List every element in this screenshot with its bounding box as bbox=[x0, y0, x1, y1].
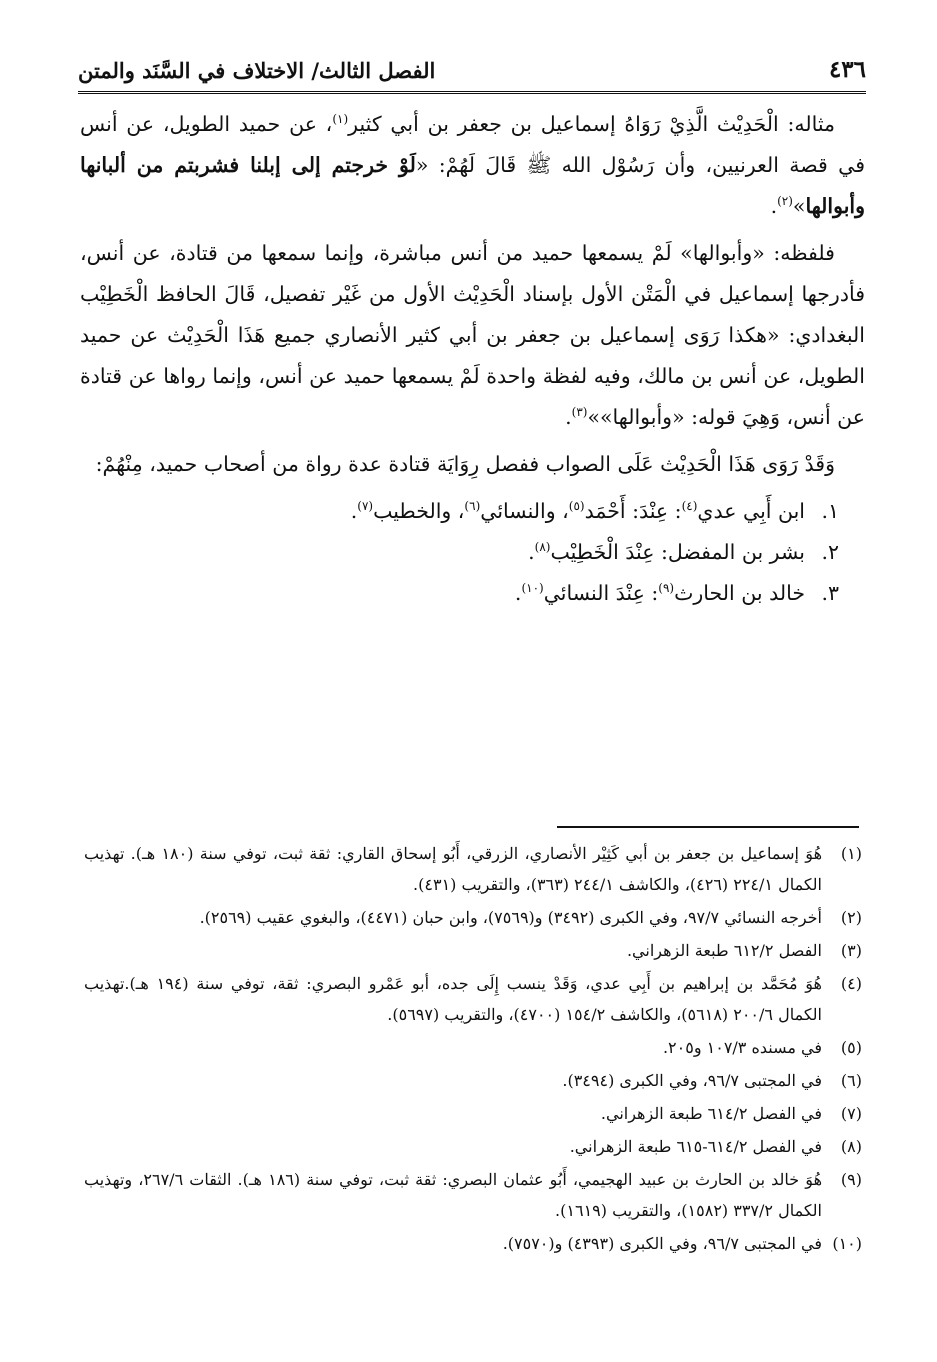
narrators-list bbox=[80, 491, 865, 614]
footnote-text: الفصل ٦١٢/٢ طبعة الزهراني. bbox=[626, 941, 822, 960]
hadith-quote: لَوْ خرجتم إلى إبلنا فشربتم من ألبانها وأبوالها bbox=[80, 153, 865, 218]
text-span: ، عن حميد الطويل، عن أنس في قصة العرنيين، وأن رَسُوْل الله ﷺ قَالَ لَهُمْ: « bbox=[80, 112, 866, 177]
text-span: : عِنْدَ النسائي bbox=[543, 581, 659, 605]
footnote-text: هُوَ مُحَمَّد بن إبراهيم بن أَبِي عدي، وَقَدْ ينسب إِلَى جده، أبو عَمْرو البصري: ثقة، توفي سنة (١٩٤ هـ).تهذيب الكمال ٢٠٠/٦ (٥٦١٨)، والكاشف ١٥٤/٢ (٤٧٠٠)، والتقريب (٥٦٩٧). bbox=[84, 974, 822, 1024]
footnote bbox=[84, 935, 862, 966]
text-span: . bbox=[528, 540, 535, 564]
footnote-number: (٦) bbox=[840, 1071, 862, 1090]
text-span: ، والخطيب bbox=[373, 499, 465, 523]
footnote-separator bbox=[557, 826, 859, 828]
footnote-ref: (٣) bbox=[571, 405, 588, 420]
footnote-ref: (٦) bbox=[464, 499, 481, 514]
footnote bbox=[84, 1098, 862, 1129]
footnote-ref: (٨) bbox=[534, 540, 551, 555]
text-span: بشر بن المفضل: عِنْدَ الْخَطِيْب bbox=[550, 540, 805, 564]
text-span: » bbox=[792, 194, 806, 218]
text-span: وَقَدْ رَوَى هَذَا الْحَدِيْث عَلَى الصواب ففصل رِوَايَة قتادة عدة رواة من أصحاب حميد، مِنْهُمْ: bbox=[95, 452, 835, 476]
footnote bbox=[84, 1164, 862, 1226]
footnote-ref: (١٠) bbox=[521, 581, 544, 596]
footnote bbox=[84, 1228, 862, 1259]
paragraph-1 bbox=[80, 104, 865, 227]
page-number: ٤٣٦ bbox=[828, 56, 866, 83]
list-item bbox=[80, 491, 865, 532]
footnote-text: أخرجه النسائي ٩٧/٧، وفي الكبرى (٣٤٩٢) و(٧٥٦٩)، وابن حبان (٤٤٧١)، والبغوي عقيب (٢٥٦٩). bbox=[199, 908, 822, 927]
text-span: فلفظه: «وأبوالها» لَمْ يسمعها حميد من أنس مباشرة، وإنما سمعها من قتادة، عن أنس، فأدرجها إسماعيل في الْمَتْن الأول بإسناد الْحَدِيْث الأول من غَيْر تفصيل، قَالَ الحافظ الْخَطِيْب البغدادي: «هكذا رَوَى إسماعيل بن جعفر بن أبي كثير الأنصاري جميع هَذَا الْحَدِيْث عن حميد الطويل، عن أنس بن مالك، وفيه لفظة واحدة لَمْ يسمعها حميد عن أنس، وإنما رواها عن قتادة عن أنس، وَهِيَ قوله: «وأبوالها»» bbox=[80, 241, 865, 429]
text-span: . bbox=[565, 405, 572, 429]
footnote-text: هُوَ إسماعيل بن جعفر بن أبي كَثِيْر الأنصاري، الزرقي، أَبُو إسحاق القاري: ثقة ثبت، توفي سنة (١٨٠ هـ). تهذيب الكمال ٢٢٤/١ (٤٢٦)، والكاشف ٢٤٤/١ (٣٦٣)، والتقريب (٤٣١). bbox=[84, 844, 823, 894]
page-header bbox=[78, 52, 866, 94]
footnote-text: في الفصل ٦١٤/٢ طبعة الزهراني. bbox=[600, 1104, 822, 1123]
text-span: ابن أَبِي عدي bbox=[697, 499, 805, 523]
footnote-number: (٣) bbox=[840, 941, 862, 960]
footnote-text: في المجتبى ٩٦/٧، وفي الكبرى (٤٣٩٣) و(٧٥٧٠). bbox=[502, 1234, 822, 1253]
list-number: ٣. bbox=[821, 581, 839, 605]
paragraph-3 bbox=[80, 444, 865, 485]
footnote-ref: (٧) bbox=[357, 499, 374, 514]
footnote-number: (٩) bbox=[840, 1170, 862, 1189]
footnote-number: (٥) bbox=[840, 1038, 862, 1057]
footnote-text: هُوَ خالد بن الحارث بن عبيد الهجيمي، أَبُو عثمان البصري: ثقة ثبت، توفي سنة (١٨٦ هـ). الثقات ٢٦٧/٦، وتهذيب الكمال ٣٣٧/٢ (١٥٨٢)، والتقريب (١٦١٩). bbox=[84, 1170, 823, 1220]
footnote bbox=[84, 1032, 862, 1063]
footnote-text: في الفصل ٦١٤/٢-٦١٥ طبعة الزهراني. bbox=[569, 1137, 822, 1156]
list-number: ١. bbox=[821, 499, 839, 523]
footnote bbox=[84, 1131, 862, 1162]
footnote-text: في مسنده ١٠٧/٣ و٢٠٥. bbox=[662, 1038, 822, 1057]
footnote-ref: (٥) bbox=[568, 499, 585, 514]
text-span: خالد بن الحارث bbox=[674, 581, 805, 605]
list-number: ٢. bbox=[821, 540, 839, 564]
footnote bbox=[84, 968, 862, 1030]
text-span: . bbox=[770, 194, 778, 218]
text-span: : عِنْدَ: أَحْمَد bbox=[584, 499, 682, 523]
text-span: مثاله: الْحَدِيْث الَّذِيْ رَوَاهُ إسماعيل بن جعفر بن أبي كثير bbox=[348, 112, 836, 136]
list-item bbox=[80, 532, 865, 573]
footnote-ref: (٩) bbox=[658, 581, 675, 596]
footnote-number: (١) bbox=[840, 844, 862, 863]
footnote bbox=[84, 902, 862, 933]
footnote bbox=[84, 1065, 862, 1096]
list-item bbox=[80, 573, 865, 614]
text-span: . bbox=[350, 499, 358, 523]
text-span: ، والنسائي bbox=[480, 499, 569, 523]
footnote-number: (٨) bbox=[840, 1137, 862, 1156]
footnote-number: (٢) bbox=[840, 908, 862, 927]
footnote-ref: (٤) bbox=[681, 499, 698, 514]
footnote-ref: (١) bbox=[332, 112, 349, 127]
main-text bbox=[80, 104, 865, 614]
footnote-text: في المجتبى ٩٦/٧، وفي الكبرى (٣٤٩٤). bbox=[562, 1071, 822, 1090]
footnote-number: (١٠) bbox=[832, 1234, 862, 1253]
paragraph-2 bbox=[80, 233, 865, 438]
footnote-number: (٤) bbox=[840, 974, 862, 993]
text-span: . bbox=[514, 581, 522, 605]
running-title: الفصل الثالث/ الاختلاف في السَّنَد والمتن bbox=[78, 58, 436, 83]
footnotes bbox=[84, 838, 862, 1261]
footnote-ref: (٢) bbox=[777, 194, 793, 209]
footnote bbox=[84, 838, 862, 900]
footnote-number: (٧) bbox=[840, 1104, 862, 1123]
